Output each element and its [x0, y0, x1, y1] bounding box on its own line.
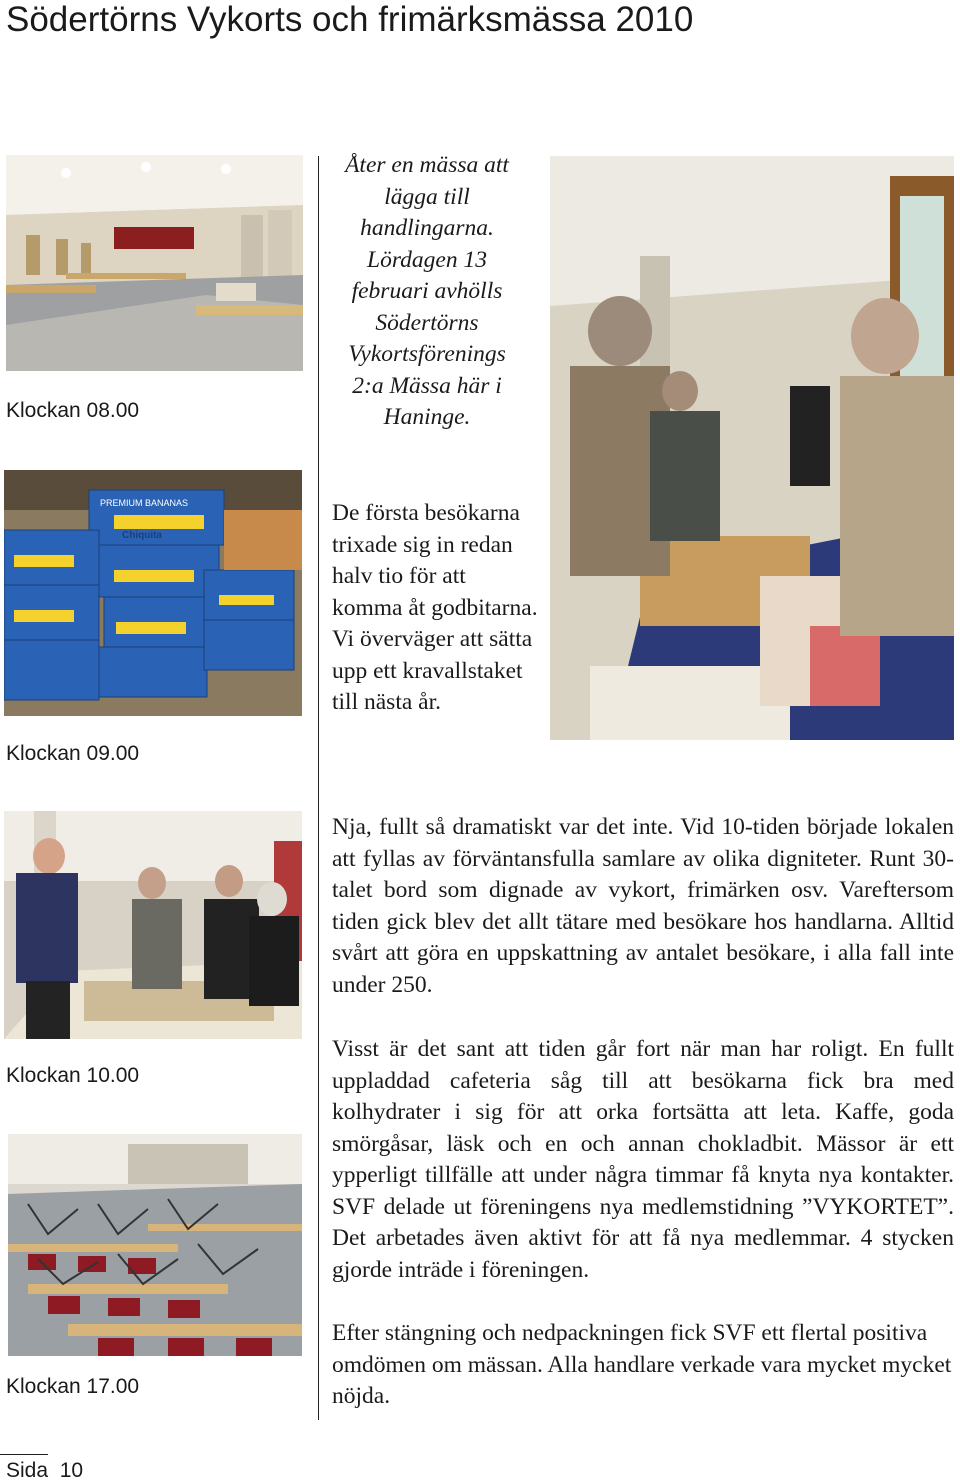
paragraph-cafeteria: Visst är det sant att tiden går fort när man har roligt. En fullt uppladdad cafeteria såg till att besökarna fick bra med kolhydrater i sig för att orka fortsätta att leta. Kaffe, goda smörgåsar, läsk och en och annan chokladbit. Mässor är ett ypperligt tillfälle att under några timmar få knyta nya kontakter. SVF delade ut föreningens nya medlemstidning ”VYKORTET”. Det arbetades även aktivt för att få nya medlemmar. 4 stycken gjorde inträde i föreningen.: [332, 1036, 954, 1283]
caption-1000: Klockan 10.00: [6, 1064, 140, 1087]
photo-visitors: [4, 811, 302, 1039]
caption-1700: Klockan 17.00: [6, 1375, 140, 1398]
page-title: Södertörns Vykorts och frimärksmässa 2010: [6, 0, 694, 39]
photo-dealer-tables: [550, 156, 954, 740]
paragraph-closing: Efter stängning och nedpackningen fick SVF ett flertal positiva omdömen om mässan. Alla handlare verkade vara mycket mycket nöjda.: [332, 1320, 952, 1409]
banana-box-label: PREMIUM BANANAS: [100, 498, 189, 508]
page-number: Sida 10: [6, 1459, 84, 1482]
photo-empty-hall: [6, 155, 303, 371]
paragraph-visitors: Nja, fullt så dramatiskt var det inte. Vid 10-tiden började lokalen att fyllas av förväntansfulla samlare av olika digniteter. Runt 30-talet bord som dignade av vykort, frimärken osv. Vareftersom tiden gick blev det allt tätare med besökare hos handlarna. Alltid svårt att göra en uppskattning av antalet besökare, i alla fall inte under 250.: [332, 814, 954, 998]
caption-0900: Klockan 09.00: [6, 742, 140, 765]
paragraph-first-visitors: De första besökarna trixade sig in redan halv tio för att komma åt godbitarna. Vi överväger att sätta upp ett kravallstaket till nästa år.: [332, 500, 538, 715]
caption-0800: Klockan 08.00: [6, 399, 140, 422]
column-divider: [318, 156, 319, 1420]
photo-chairs-on-tables: [8, 1134, 302, 1356]
banana-brand-label: Chiquita: [122, 530, 162, 541]
footer-rule: [0, 1454, 48, 1455]
intro-text: Åter en mässa att lägga till handlingarna. Lördagen 13 februari avhölls Södertörns Vykortsförenings 2:a Mässa här i Haninge.: [345, 152, 509, 430]
photo-banana-boxes: [4, 470, 302, 716]
